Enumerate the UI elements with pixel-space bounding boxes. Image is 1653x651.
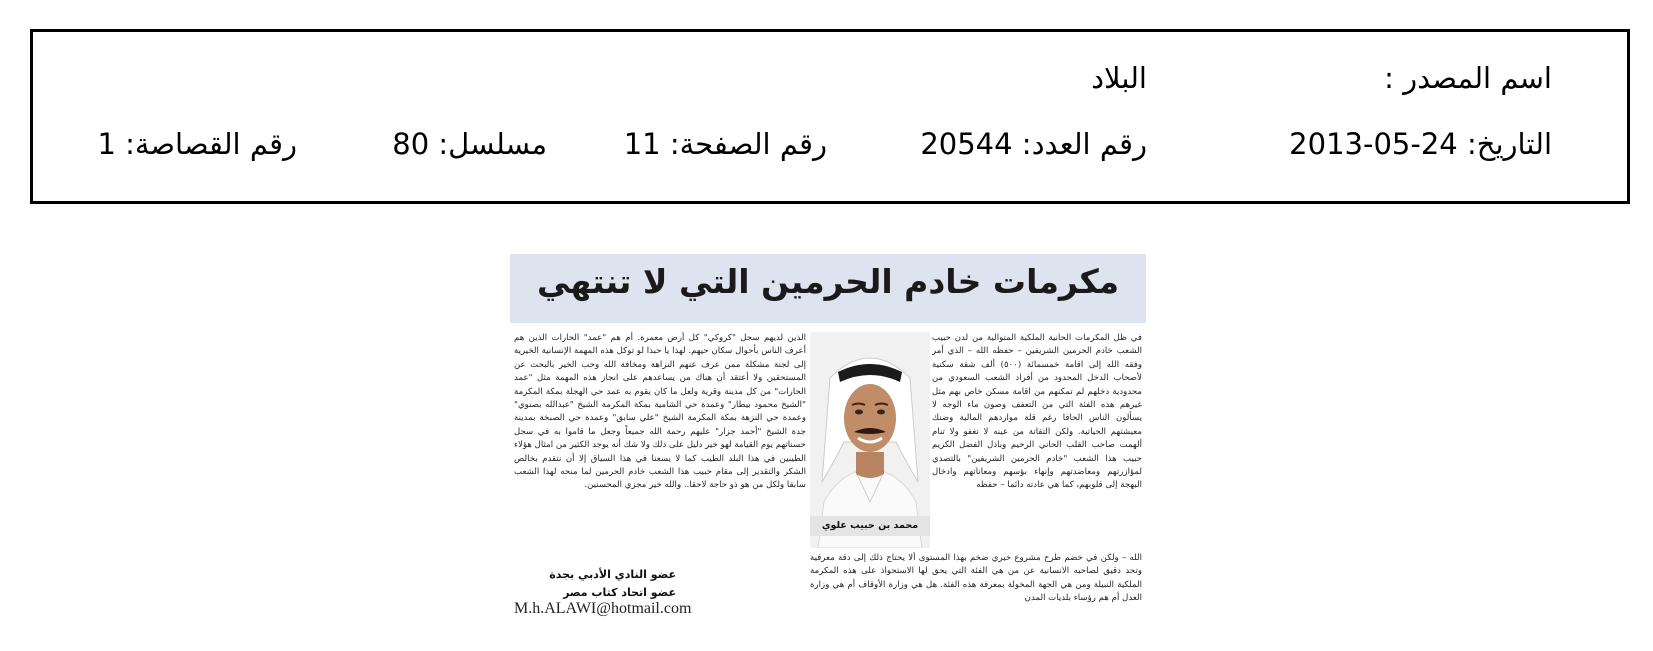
page-number-field: رقم الصفحة: 11 bbox=[623, 127, 827, 161]
article-headline: مكرمات خادم الحرمين التي لا تنتهي bbox=[536, 262, 1120, 301]
source-value: البلاد bbox=[1091, 61, 1147, 95]
author-email: M.h.ALAWI@hotmail.com bbox=[514, 600, 692, 617]
article-column-right: في ظل المكرمات الحانية الملكية المتوالية من لدن حبيب الشعب خادم الحرمين الشريفين – حفظه الله – الذي أمر وفقه الله إلى اقامة خمسمائة (٥٠٠) ألف شقة سكنية لأصحاب الدخل المحدود من أفراد الشعب السعودي من محدودية دخلهم لم تمكنهم من اقامة مسكن خاص بهم مثل غيرهم هذه الفئة التي من التعفف وصون ماء الوجه لا يسألون الناس الحافا رغم قلة مواردهم المالية وضنك معيشتهم الحياتية. ولكن التقاتة من عينه لا تغفو ولا تنام ألهمت صاحب القلب الحاني الرحيم وباذل الفضل الكريم حبيب هذا الشعب "خادم الحرمين الشريفين" بالتصدي لمؤازرتهم ومعاضدتهم وإنهاء بؤسهم ومعاناتهم وادخال البهجة إلى قلوبهم، كما هي عادته دائما – حفظه bbox=[932, 333, 1142, 491]
date-field: التاريخ: 24-05-2013 bbox=[1289, 127, 1552, 161]
source-label: اسم المصدر : bbox=[1384, 61, 1552, 95]
newspaper-clipping bbox=[510, 254, 1146, 630]
author-affiliation-1: عضو النادي الأدبي بجدة bbox=[549, 568, 676, 581]
header-box bbox=[30, 29, 1630, 204]
author-affiliation-2: عضو اتحاد كتاب مصر bbox=[563, 586, 676, 599]
serial-field: مسلسل: 80 bbox=[392, 127, 547, 161]
article-column-bottom-right: الله – ولكن في خضم طرح مشروع خيري ضخم بهذا المستوى ألا يحتاج ذلك إلى دقة معرفية وتحد دقيق لصاحبه الانسانية عن من هي الفئة التي يحق لها الاستحواذ على هذه المكرمة الملكية النبيلة ومن هي الجهة المخولة بمعرفة هذه الفئة. هل هي وزارة الأوقاف أم هي وزارة العدل أم هم رؤساء بلديات المدن bbox=[810, 553, 1142, 604]
photo-caption: محمد بن حبيب علوي bbox=[810, 516, 930, 536]
issue-number-field: رقم العدد: 20544 bbox=[920, 127, 1147, 161]
article-column-left: الذين لديهم سجل "كروكي" كل أرض معمرة. أم هم "عمد" الحارات الذين هم أعرف الناس بأحوال سكان حيهم. لهذا يا حبذا لو توكل هذه المهمة الإنسانية الخيرية إلى لجنة مشكلة ممن عرف عنهم النزاهة ومخافة الله وحب الخير بالبحث عن المستحقين ولا أعتقد أن هناك من يساعدهم على انجاز هذه المهمة مثل "عمد الحارات" من كل مدينة وقرية ولعل ما كان يقوم به عمد حي الهجلة بمكة المكرمة "الشيخ محمود بيطار" وعمدة حي الشامية بمكة المكرمة الشيخ "عبدالله بصنوي" وعمدة حي النزهة بمكة المكرمة الشيخ "علي سابق" وعمدة حي الصبخة بمدينة جدة الشيخ "أحمد جزار" عليهم رحمة الله جميعاً وجعل ما قاموا به في سجل حسناتهم يوم القيامة لهو خير دليل على ذلك ولا شك أنه يوجد الكثير من امثال هؤلاء الطيبين في هذا البلد الطيب كما لا يسعنا في هذا السياق إلا أن نتقدم بخالص الشكر والتقدير إلى مقام حبيب هذا الشعب خادم الحرمين لما منحه لهذا الشعب سابقا ولكل من هو ذو حاجة لاحقا.. والله خير مجزي المحسنين. bbox=[514, 333, 806, 491]
clip-number-field: رقم القصاصة: 1 bbox=[97, 127, 297, 161]
